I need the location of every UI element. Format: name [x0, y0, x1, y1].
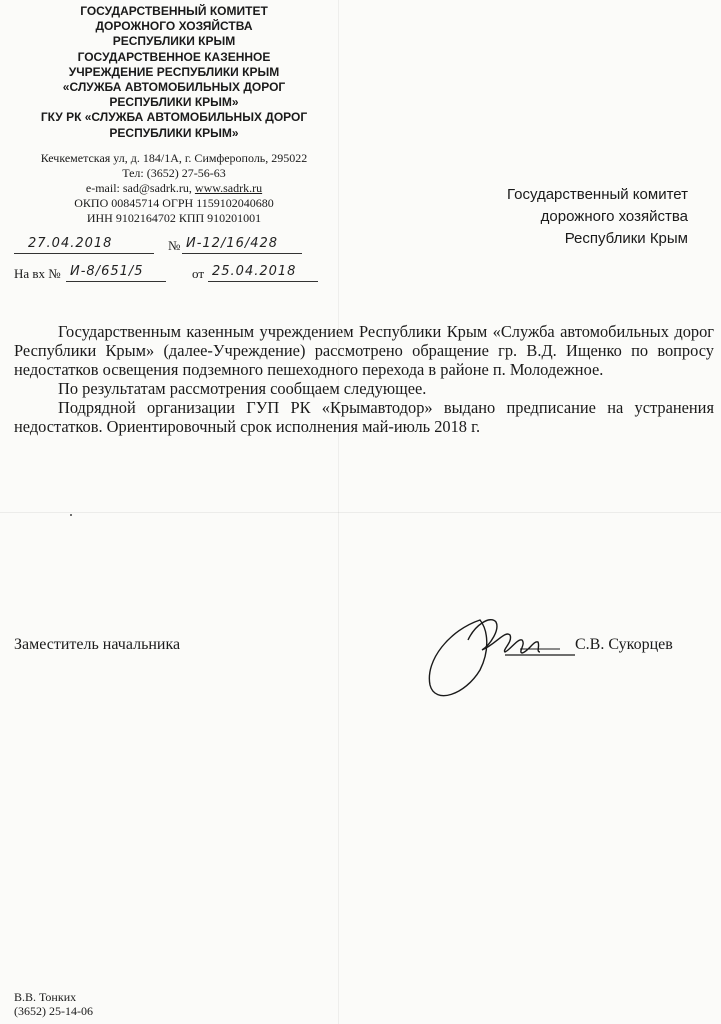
addressee-line: дорожного хозяйства [540, 208, 688, 225]
paragraph: Государственным казенным учреждением Республики Крым «Служба автомобильных дорог Республики Крым» (далее-Учреждение) рассмотрено обращение гр. В.Д. Ищенко по вопросу недостатков освещения подземного пешеходного перехода в районе п. Молодежное. [14, 322, 714, 379]
paragraph: По результатам рассмотрения сообщаем следующее. [58, 379, 427, 398]
paper-fold-horizontal [0, 512, 721, 513]
org-line: ГОСУДАРСТВЕННОЕ КАЗЕННОЕ [77, 49, 271, 64]
incoming-label: На вх № [14, 266, 61, 281]
org-line: ГКУ РК «СЛУЖБА АВТОМОБИЛЬНЫХ ДОРОГ [40, 110, 308, 125]
outgoing-number-underline [182, 253, 302, 254]
paper-fold-vertical [338, 0, 339, 1024]
website-link[interactable]: www.sadrk.ru [194, 180, 263, 195]
executor-info [14, 990, 93, 1018]
email-line [14, 181, 334, 196]
from-label: от [192, 266, 205, 281]
org-line: ГОСУДАРСТВЕННЫЙ КОМИТЕТ [80, 4, 268, 18]
org-line: ДОРОЖНОГО ХОЗЯЙСТВА [95, 19, 253, 34]
signatory-name: С.В. Сукорцев [575, 636, 673, 653]
org-line: РЕСПУБЛИКИ КРЫМ» [109, 95, 239, 110]
inn-kpp: ИНН 9102164702 КПП 910201001 [86, 210, 262, 225]
incoming-date: 25.04.2018 [212, 264, 297, 279]
executor-name: В.В. Тонких [14, 990, 77, 1004]
okpo-ogrn: ОКПО 00845714 ОГРН 1159102040680 [74, 195, 274, 210]
email: e-mail: sad@sadrk.ru, [85, 180, 195, 195]
executor-phone: (3652) 25-14-06 [14, 1004, 93, 1018]
incoming-number-underline [66, 281, 166, 282]
addressee-line: Республики Крым [564, 230, 688, 247]
outgoing-date: 27.04.2018 [28, 236, 113, 251]
letterhead [14, 4, 334, 226]
outgoing-number: И-12/16/428 [186, 236, 279, 251]
paragraph: Подрядной организации ГУП РК «Крымавтодор» выдано предписание на устранения недостатков. Ориентировочный срок исполнения май-июль 2018 г. [14, 398, 714, 436]
signatory-position: Заместитель начальника [14, 636, 181, 653]
outgoing-date-underline [14, 253, 154, 254]
addressee-line: Государственный комитет [507, 186, 688, 203]
organization-name [14, 4, 334, 141]
handwritten-signature [410, 600, 580, 710]
incoming-date-underline [208, 281, 318, 282]
address: Кечкеметская ул, д. 184/1А, г. Симферополь, 295022 [40, 150, 308, 165]
org-line: РЕСПУБЛИКИ КРЫМ [112, 34, 236, 49]
contact-info [14, 151, 334, 226]
incoming-number: И-8/651/5 [70, 264, 144, 279]
org-line: РЕСПУБЛИКИ КРЫМ» [109, 125, 239, 140]
letter-body [14, 322, 714, 436]
addressee [440, 184, 688, 250]
phone: Тел: (3652) 27-56-63 [122, 165, 226, 180]
org-line: УЧРЕЖДЕНИЕ РЕСПУБЛИКИ КРЫМ [68, 64, 280, 79]
stray-mark [70, 514, 72, 516]
org-line: «СЛУЖБА АВТОМОБИЛЬНЫХ ДОРОГ [62, 80, 286, 95]
number-label: № [168, 238, 181, 253]
